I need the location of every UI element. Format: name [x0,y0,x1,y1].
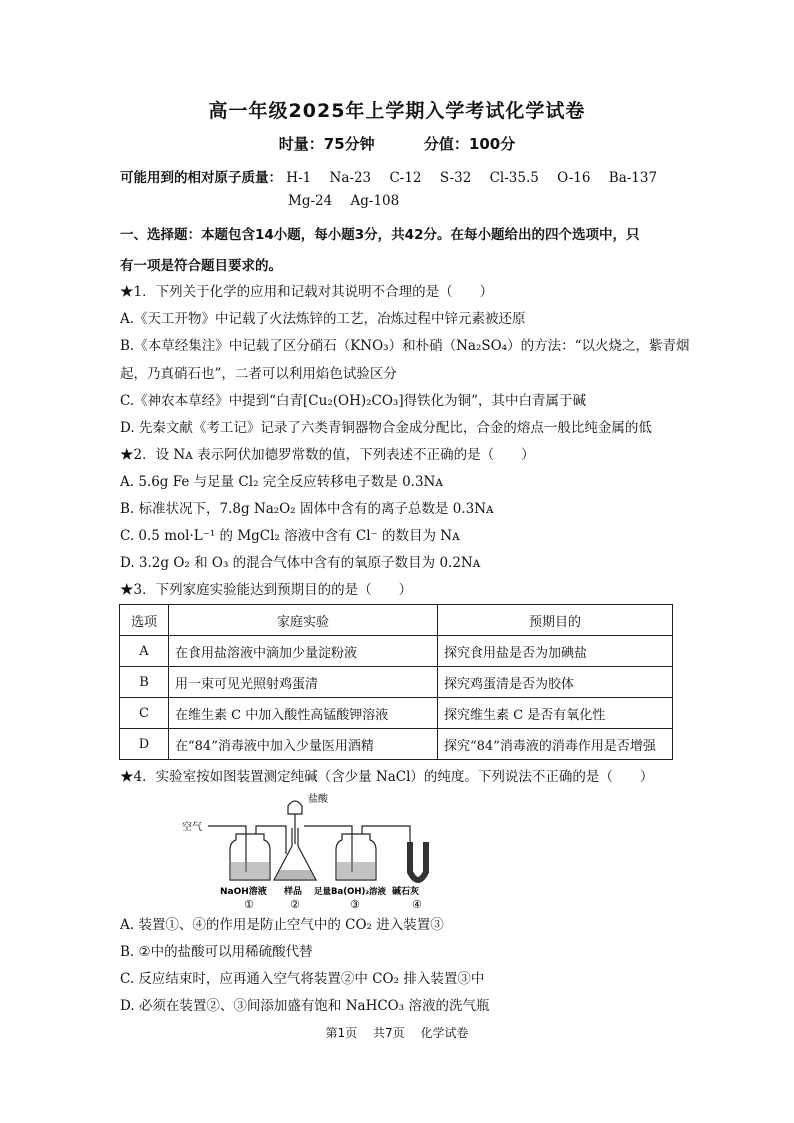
mass-item: Ag-108 [350,193,400,209]
exam-title: 高一年级2025年上学期入学考试化学试卷 [208,100,586,122]
q4-option-d: D. 必须在装置②、③间添加盛有饱和 NaHCO₃ 溶液的洗气瓶 [120,998,490,1014]
naoh-label: NaOH溶液 [220,887,267,897]
table-cell: 在维生素 C 中加入酸性高锰酸钾溶液 [169,698,438,729]
table-row [120,667,673,698]
page-footer [0,1024,794,1041]
q4-option-c: C. 反应结束时，应再通入空气将装置②中 CO₂ 排入装置③中 [120,971,485,987]
table-header-cell: 家庭实验 [169,605,438,636]
q2-option-b: B. 标准状况下，7.8g Na₂O₂ 固体中含有的离子总数是 0.3Nᴀ [120,501,494,517]
table-cell: A [120,636,169,667]
baoh2-label: 足量Ba(OH)₂溶液 [314,887,387,897]
air-label: 空气 [182,822,202,833]
exam-subtitle [0,133,794,154]
sample-solid [275,870,315,879]
q2-option-a: A. 5.6g Fe 与足量 Cl₂ 完全反应转移电子数是 0.3Nᴀ [120,474,443,490]
table-cell: D [120,729,169,760]
apparatus-number-3: ③ [350,898,360,910]
naoh-liquid [231,862,269,879]
mass-item: Mg-24 [288,193,333,209]
q1-option-c: C.《神农本草经》中提到“白青[Cu₂(OH)₂CO₃]得铁化为铜”，其中白青属于碱 [120,393,587,409]
q2-option-d: D. 3.2g O₂ 和 O₃ 的混合气体中含有的氧原子数目为 0.2Nᴀ [120,555,481,571]
baoh2-liquid [337,862,375,879]
apparatus-diagram [180,788,440,910]
q4-stem: ★4．实验室按如图装置测定纯碱（含少量 NaCl）的纯度。下列说法不正确的是（ ） [120,769,654,785]
total-score: 分值：100分 [423,135,516,153]
table-cell: 探究“84”消毒液的消毒作用是否增强 [438,729,673,760]
mass-item: C-12 [389,170,422,186]
table-row [120,698,673,729]
table-row [120,636,673,667]
mass-item: Ba-137 [608,170,658,186]
apparatus-number-2: ② [290,898,300,910]
table-cell: 探究维生素 C 是否有氧化性 [438,698,673,729]
table-cell: 用一束可见光照射鸡蛋清 [169,667,438,698]
sample-label: 样品 [284,887,303,897]
subject-name: 化学试卷 [420,1026,469,1040]
dropping-funnel-shape [288,801,302,814]
mass-item: Na-23 [329,170,372,186]
time-limit: 时量：75分钟 [278,135,375,153]
q4-option-a: A. 装置①、④的作用是防止空气中的 CO₂ 进入装置③ [120,917,444,933]
table-header-row [120,605,673,636]
connector-3-4 [362,826,410,848]
section-instruction-line1: 一、选择题：本题包含14小题，每小题3分，共42分。在每小题给出的四个选项中，只 [120,227,640,243]
table-cell: 探究食用盐是否为加碘盐 [438,636,673,667]
atomic-masses-label: 可能用到的相对原子质量： [120,170,282,186]
q1-option-b-line2: 起，乃真硝石也”，二者可以利用焰色试验区分 [120,366,397,382]
sodalime-label: 碱石灰 [392,887,420,897]
q3-experiment-table [119,604,673,760]
table-row [120,729,673,760]
atomic-masses-line2 [288,193,794,209]
mass-item: O-16 [557,170,591,186]
connector-1-2 [256,826,286,854]
q1-stem: ★1．下列关于化学的应用和记载对其说明不合理的是（ ） [120,284,494,300]
apparatus-number-1: ① [244,898,254,910]
table-cell: 探究鸡蛋清是否为胶体 [438,667,673,698]
table-cell: C [120,698,169,729]
u-tube-shape [410,842,426,880]
table-cell: 在食用盐溶液中滴加少量淀粉液 [169,636,438,667]
apparatus-number-4: ④ [412,898,422,910]
table-header-cell: 预期目的 [438,605,673,636]
table-cell: 在“84”消毒液中加入少量医用酒精 [169,729,438,760]
q1-option-d: D. 先秦文献《考工记》记录了六类青铜器物合金成分配比，合金的熔点一般比纯金属的低 [120,420,652,436]
q4-option-b: B. ②中的盐酸可以用稀硫酸代替 [120,944,313,960]
q1-option-b-line1: B.《本草经集注》中记载了区分硝石（KNO₃）和朴硝（Na₂SO₄）的方法：“以火烧之，紫青烟 [120,338,690,354]
mass-item: H-1 [286,170,312,186]
section-instruction-line2: 有一项是符合题目要求的。 [120,258,282,274]
page-total: 共7页 [372,1026,405,1040]
q3-stem: ★3．下列家庭实验能达到预期目的的是（ ） [120,582,413,598]
acid-label: 盐酸 [308,794,328,805]
atomic-masses-line1 [120,166,680,186]
q2-stem: ★2．设 Nᴀ 表示阿伏加德罗常数的值，下列表述不正确的是（ ） [120,447,535,463]
mass-item: Cl-35.5 [489,170,539,186]
page-number: 第1页 [325,1026,358,1040]
mass-item: S-32 [439,170,472,186]
table-header-cell: 选项 [120,605,169,636]
q1-option-a: A.《天工开物》中记载了火法炼锌的工艺，冶炼过程中锌元素被还原 [120,311,526,327]
table-cell: B [120,667,169,698]
q2-option-c: C. 0.5 mol·L⁻¹ 的 MgCl₂ 溶液中含有 Cl⁻ 的数目为 Nᴀ [120,528,460,544]
